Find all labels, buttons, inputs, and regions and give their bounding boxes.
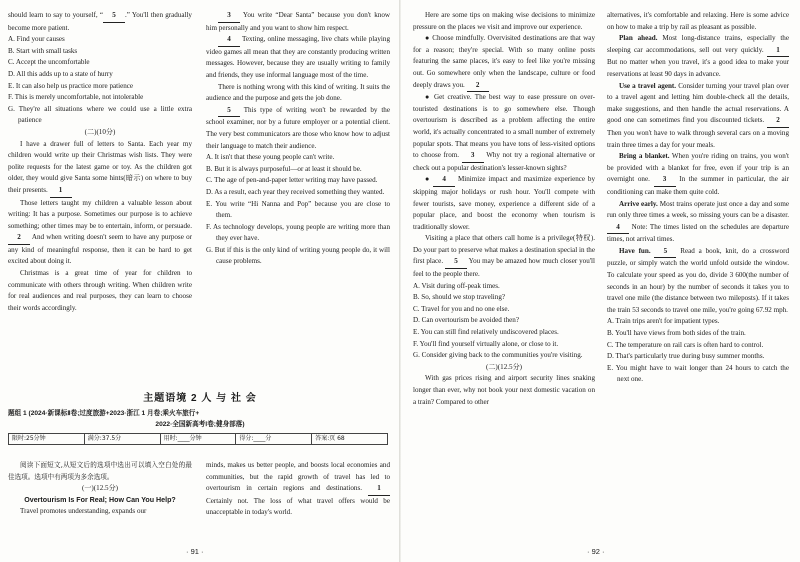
passage-line: [8, 10, 192, 34]
passage-paragraph: [206, 10, 390, 34]
paragraph-text: Those letters taught my children a valuable lesson about writing: It has a purpose. Sometimes our purpose is to achieve something; other times may be to entertain, inform, or persuade.: [8, 198, 192, 230]
paragraph-text: should learn to say to yourself, “: [8, 11, 103, 19]
info-box: [8, 433, 388, 445]
option-item: C. The age of pen-and-paper letter writing may have passed.: [206, 176, 378, 185]
answer-blank: 5: [654, 246, 676, 259]
option-item: F. This is merely uncomfortable, not intolerable: [8, 93, 144, 102]
answer-blank: 1: [767, 45, 789, 58]
passage-paragraph: [413, 10, 595, 33]
answer-blank: 1: [50, 185, 72, 198]
option-item: C. Travel for you and no one else.: [413, 304, 510, 313]
paragraph-text: Why not try a regional alternative or check out a popular destination's lesser-known sights?: [413, 151, 595, 172]
passage-start: Travel promotes understanding, expands our: [20, 507, 147, 516]
paragraph-heading: Have fun.: [619, 246, 651, 255]
theme-section: [8, 383, 392, 445]
paragraph-text: ● Choose mindfully. Overvisited destinations are that way for a reason; they're special. With so many online posts featuring the same places, it's easy to feel like you're missing out. Go somewhere only when the landscape, culture or food deeply draws you.: [413, 34, 595, 89]
paragraph-heading: Plan ahead.: [619, 34, 658, 43]
passage-paragraph: [206, 460, 390, 519]
info-field: 限时:25分钟: [9, 434, 85, 444]
paragraph-text: You write “Dear Santa” because you don't know him personally and you want to show him respect.: [206, 11, 390, 32]
paragraph-heading: Arrive early.: [619, 199, 658, 208]
option-item: G. They're all situations where we could use a little extra patience: [8, 104, 192, 125]
left-bottom-column-1: [8, 460, 192, 518]
paragraph-text: You may be amazed how much closer you'll feel to the people there.: [413, 257, 595, 279]
passage-paragraph: [206, 82, 390, 105]
right-column-1: [413, 10, 595, 408]
paragraph-text: Minimize impact and maximize experience by skipping major holidays or rush hour. You'll compete with fewer tourists, save money, experience a different side of a popular place, and boost the economy when tourism is traditionally slower.: [413, 175, 595, 231]
option-item: C. The temperature on rail cars is often hard to control.: [607, 340, 764, 349]
paragraph-text: And when writing doesn't seem to have any purpose or any kind of meaningful response, then it can be hard to get excited about doing it.: [8, 233, 192, 266]
left-bottom-column-2: [206, 460, 390, 519]
paragraph-heading: Bring a blanket.: [619, 152, 670, 161]
page-number-right: · 92 ·: [587, 547, 605, 556]
paragraph-text: There is nothing wrong with this kind of writing. It suits the audience and the purpose and gets the job done.: [206, 82, 390, 103]
answer-blank: 3: [218, 10, 240, 23]
paragraph-text: When you're riding on trains, you won't be provided with a blanket for free, even if your trip is an overnight one.: [607, 152, 789, 184]
passage-title: Overtourism Is For Real; How Can You Help?: [24, 495, 176, 504]
option-item: B. You'll have views from both sides of the train.: [607, 329, 746, 338]
option-item: B. So, should we stop traveling?: [413, 293, 506, 302]
paragraph-text: ● Get creative. The best way to ease pressure on over-touristed destinations is to go somewhere else. Though overtourism is described as a problem affecting the entire world, it's actually concentrated to a small number of extremely popular spots. That means you have tons of less-visited options to choose from.: [413, 93, 595, 160]
section-2-title: (二)(12.5分): [485, 362, 523, 371]
option-item: A. It isn't that these young people can't write.: [206, 153, 335, 162]
answer-blank: 3: [654, 174, 676, 187]
answer-blank: 4: [607, 222, 629, 235]
passage-paragraph: [607, 81, 789, 152]
passage-paragraph: [413, 174, 595, 233]
option-item: E. You can still find relatively undiscovered places.: [413, 328, 559, 337]
passage-paragraph: [8, 139, 192, 198]
passage-start: With gas prices rising and airport security lines snaking longer than ever, why not book your next domestic vacation on a train? Compared to other: [413, 374, 595, 406]
paragraph-text: Visiting a place that others call home is a privilege(特权). Do your part to preserve what makes a destination special in the first place.: [413, 234, 595, 266]
page-number-left: · 91 ·: [186, 547, 204, 556]
left-column-2: [206, 10, 390, 268]
info-field: 得分:____分: [236, 434, 312, 444]
paragraph-text: This type of writing won't be rewarded by the school examiner, nor by a future employer or a potential client. The very best communicators are those who know how to adjust their language to match their audience.: [206, 105, 390, 150]
answer-blank: 3: [462, 150, 484, 163]
option-item: D. That's particularly true during busy summer months.: [607, 352, 765, 361]
paragraph-text: Note: The times listed on the schedules are departure times, not arrival times.: [607, 222, 789, 244]
option-item: A. Visit during off-peak times.: [413, 281, 500, 290]
paragraph-text: But no matter when you travel, it's a good idea to make your reservations at least 90 days in advance.: [607, 58, 789, 78]
passage-paragraph: [8, 198, 192, 269]
option-item: G. Consider giving back to the communities you're visiting.: [413, 351, 583, 360]
option-item: E. It can also help us practice more patience: [8, 81, 134, 90]
option-item: A. Find your causes: [8, 35, 65, 44]
info-field: 用时:____分钟: [161, 434, 237, 444]
option-item: E. You write “Hi Nanna and Pop” because you are close to them.: [206, 199, 390, 220]
section-2-title: (二)(10分): [84, 127, 116, 136]
question-group-line-1: 题组 1 (2024·新课标Ⅱ卷;过度旅游+2023·浙江 1 月卷;乘火车旅行+: [8, 410, 200, 417]
paragraph-heading: Use a travel agent.: [619, 81, 677, 90]
answer-blank: 5: [445, 256, 467, 269]
passage-paragraph: [413, 92, 595, 174]
passage-paragraph: [413, 233, 595, 280]
answer-blank: 2: [767, 115, 789, 128]
right-column-2: [607, 10, 789, 386]
passage-paragraph: [607, 199, 789, 246]
paragraph-text: Christmas is a great time of year for children to communicate with others through writing. When children write for real audiences and real purposes, they can learn to choose their words accordingly.: [8, 269, 192, 312]
paragraph-text: Texting, online messaging, live chats while playing video games all mean that they are constantly producing written messages. However, because they are usually writing to family and friends, they use informal language most of the time.: [206, 35, 390, 79]
paragraph-text: I have a drawer full of letters to Santa. Each year my children would write up their Christmas wish lists. They were polite requests for the latest game or toy. As the children got older, they would give Santa some hints(暗示) on where to buy their presents.: [8, 139, 192, 194]
passage-paragraph: [413, 33, 595, 92]
left-column-1: [8, 10, 192, 314]
option-item: F. You'll find yourself virtually alone, or close to it.: [413, 339, 559, 348]
option-item: D. Can overtourism be avoided then?: [413, 316, 519, 325]
option-item: D. All this adds up to a state of hurry: [8, 69, 113, 78]
option-item: B. But it is always purposeful—or at least it should be.: [206, 164, 362, 173]
answer-blank: 4: [433, 174, 455, 187]
answer-blank: 5: [218, 105, 240, 118]
info-field: 答案:页 68: [315, 435, 345, 442]
option-item: C. Accept the uncomfortable: [8, 58, 90, 67]
passage-paragraph: [8, 268, 192, 314]
paragraph-text: minds, makes us better people, and boosts local economies and communities, but the rapid growth of travel has led to overtourism in certain regions and destinations.: [206, 461, 390, 493]
instructions: 阅读下面短文,从短文后的选项中选出可以填入空白处的最佳选项。选项中有两项为多余选项。: [8, 461, 192, 481]
passage-paragraph: [607, 10, 789, 33]
page-92: [401, 0, 800, 562]
paragraph-text: .” You'll then gradually become more patient.: [8, 11, 192, 32]
option-item: F. As technology develops, young people are writing more than they ever have.: [206, 222, 390, 243]
paragraph-text: In the summer in particular, the air conditioning can make them quite cold.: [607, 175, 789, 196]
option-item: E. You might have to wait longer than 24 hours to catch the next one.: [607, 363, 789, 384]
passage-paragraph: [607, 151, 789, 198]
info-field: 满分:37.5分: [85, 434, 161, 444]
passage-paragraph: [607, 246, 789, 317]
option-item: A. Train trips aren't for impatient types.: [607, 317, 720, 326]
answer-blank: 2: [467, 80, 489, 93]
option-item: D. As a result, each year they received something they wanted.: [206, 187, 385, 196]
paragraph-text: Certainly not. The loss of what travel offers would be unacceptable in today's world.: [206, 496, 390, 517]
answer-blank: 2: [8, 232, 30, 245]
passage-paragraph: [206, 105, 390, 152]
paragraph-text: Here are some tips on making wise decisions to minimize pressure on the places we visit and improve our experience.: [413, 11, 595, 31]
answer-blank: 5: [103, 10, 125, 23]
answer-blank: 1: [368, 483, 390, 496]
paragraph-text: alternatives, it's comfortable and relaxing. Here is some advice on how to make a trip by rail as pleasant as possible.: [607, 11, 789, 31]
option-item: B. Start with small tasks: [8, 46, 78, 55]
section-1-title: (一)(12.5分): [81, 484, 119, 493]
paragraph-text: Most long-distance trains, especially the sleeping car accommodations, sell out very quickly.: [607, 34, 789, 54]
page-91: [0, 0, 399, 562]
passage-paragraph: [206, 34, 390, 81]
paragraph-text: Then you won't have to walk through several cars on a moving train three times a day for your meals.: [607, 128, 789, 149]
passage-paragraph: [607, 33, 789, 80]
paragraph-text: Consider turning your travel plan over to a travel agent and letting him double-check all the details, make suggestions, and then handle the actual reservations. A good one can sometimes find you discounted tickets.: [607, 81, 789, 125]
option-item: G. But if this is the only kind of writing young people do, it will cause problems.: [206, 245, 390, 266]
question-group-line-2: 2022·全国新高考Ⅰ卷;健身部落): [155, 421, 245, 428]
answer-blank: 4: [218, 34, 240, 47]
paragraph-text: Read a book, knit, do a crossword puzzle, or simply watch the world unfold outside the window. To calculate your speed as you do, divide 3 600(the number of seconds in an hour) by the number of seconds it takes you to travel one mile (the distance between two mileposts). If it takes the train 53 seconds to travel one mile, you're going 67.92 mph.: [607, 246, 789, 314]
paragraph-text: Most trains operate just once a day and some run only three times a week, so missing yours can be a disaster.: [607, 199, 789, 220]
paragraph-text: ●: [425, 175, 434, 184]
theme-title: 主题语境 2 人 与 社 会: [143, 393, 257, 404]
